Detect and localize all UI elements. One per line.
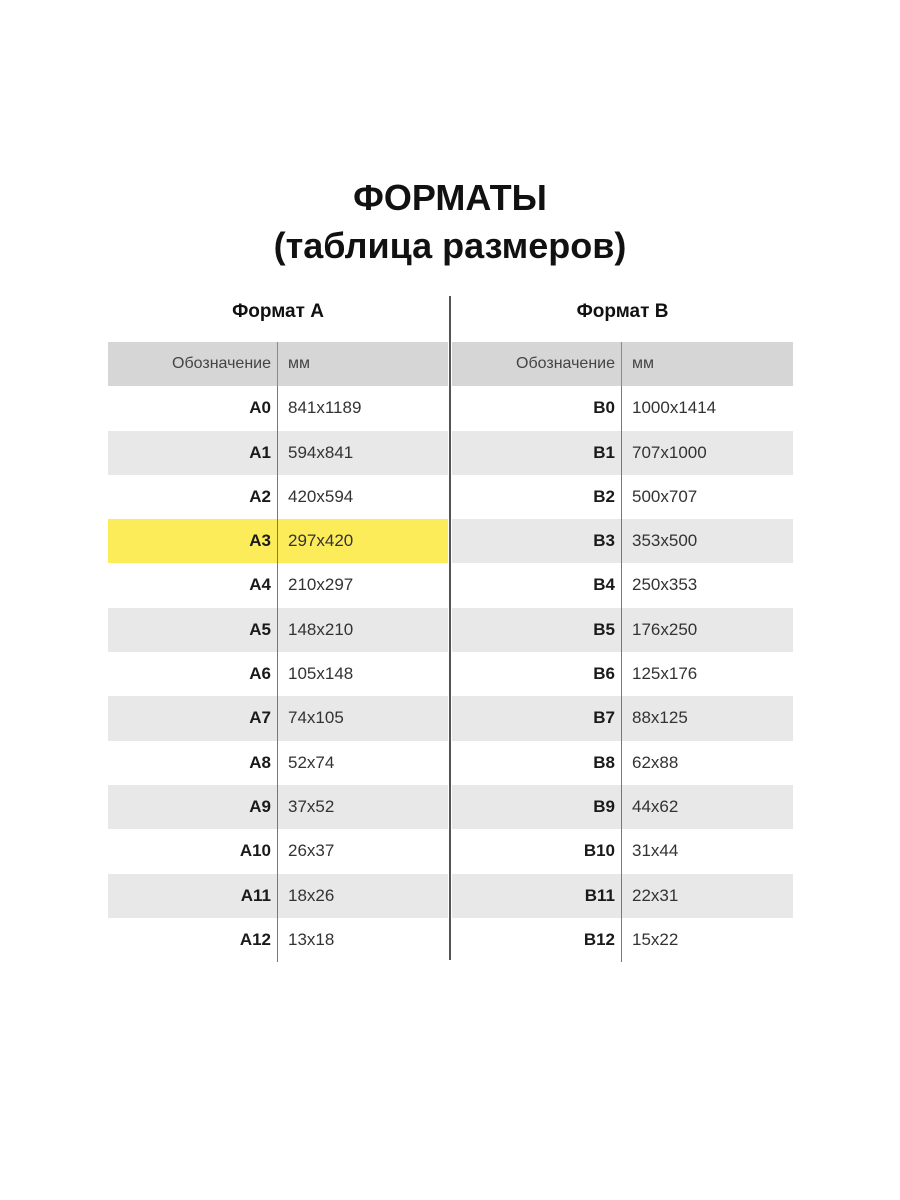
format-code: A8 xyxy=(108,741,278,785)
table-row xyxy=(452,874,793,918)
format-code: B6 xyxy=(452,652,622,696)
format-code: A2 xyxy=(108,475,278,519)
table-row xyxy=(108,386,448,430)
format-size: 37x52 xyxy=(288,796,335,816)
format-code: A10 xyxy=(108,829,278,873)
format-code: B4 xyxy=(452,563,622,607)
format-size: 148x210 xyxy=(288,619,354,639)
format-size: 353x500 xyxy=(632,531,698,551)
format-size: 13x18 xyxy=(288,929,335,949)
table-row xyxy=(452,386,793,430)
format-size: 125x176 xyxy=(632,664,698,684)
format-size: 74x105 xyxy=(288,708,344,728)
format-size: 62x88 xyxy=(632,752,679,772)
format-code: A11 xyxy=(108,874,278,918)
format-code: B8 xyxy=(452,741,622,785)
table-row xyxy=(452,652,793,696)
header-size-label: мм xyxy=(632,355,654,372)
format-code: B5 xyxy=(452,608,622,652)
format-size: 26x37 xyxy=(288,841,335,861)
format-size: 105x148 xyxy=(288,664,354,684)
format-size: 44x62 xyxy=(632,796,679,816)
table-row xyxy=(108,475,448,519)
format-b-rows xyxy=(452,342,793,962)
table-row xyxy=(108,829,448,873)
format-code: A5 xyxy=(108,608,278,652)
format-code: A4 xyxy=(108,563,278,607)
format-code: B11 xyxy=(452,874,622,918)
format-code: A1 xyxy=(108,431,278,475)
format-size: 297x420 xyxy=(288,531,354,551)
format-size: 841x1189 xyxy=(288,398,362,418)
format-size: 52x74 xyxy=(288,752,335,772)
format-a-title: Формат А xyxy=(232,301,324,322)
header-code-label: Обозначение xyxy=(108,342,278,386)
table-row xyxy=(108,563,448,607)
format-code: B7 xyxy=(452,696,622,740)
page-subtitle: (таблица размеров) xyxy=(273,225,627,266)
header-code-label: Обозначение xyxy=(452,342,622,386)
table-row xyxy=(108,741,448,785)
table-row xyxy=(452,475,793,519)
format-size: 420x594 xyxy=(288,486,354,506)
format-code: B2 xyxy=(452,475,622,519)
table-header-row xyxy=(452,342,793,386)
format-code: A0 xyxy=(108,386,278,430)
format-code: A12 xyxy=(108,918,278,962)
format-size: 88x125 xyxy=(632,708,688,728)
header-size-label: мм xyxy=(288,355,310,372)
format-b-title: Формат В xyxy=(576,301,669,322)
format-b-table xyxy=(452,296,793,962)
format-size: 594x841 xyxy=(288,442,354,462)
table-row xyxy=(452,696,793,740)
page-title: ФОРМАТЫ xyxy=(353,177,547,218)
format-a-table xyxy=(108,296,448,962)
table-row xyxy=(452,785,793,829)
format-code: B10 xyxy=(452,829,622,873)
table-row xyxy=(108,874,448,918)
table-row xyxy=(108,431,448,475)
table-row xyxy=(108,918,448,962)
format-size: 22x31 xyxy=(632,885,679,905)
table-row xyxy=(452,741,793,785)
format-code: A3 xyxy=(108,519,278,563)
table-row xyxy=(108,652,448,696)
table-row xyxy=(452,608,793,652)
format-code: B1 xyxy=(452,431,622,475)
format-code: B3 xyxy=(452,519,622,563)
table-row xyxy=(108,519,448,563)
table-row xyxy=(108,785,448,829)
table-row xyxy=(452,918,793,962)
format-size: 500x707 xyxy=(632,486,698,506)
format-code: A6 xyxy=(108,652,278,696)
format-size: 18x26 xyxy=(288,885,335,905)
table-row xyxy=(108,608,448,652)
table-divider xyxy=(449,296,451,960)
format-size: 31x44 xyxy=(632,841,679,861)
format-size: 707x1000 xyxy=(632,442,707,462)
format-code: B0 xyxy=(452,386,622,430)
format-size: 250x353 xyxy=(632,575,698,595)
format-code: B12 xyxy=(452,918,622,962)
format-size: 210x297 xyxy=(288,575,354,595)
format-code: A9 xyxy=(108,785,278,829)
table-row xyxy=(108,696,448,740)
table-row xyxy=(452,563,793,607)
format-code: A7 xyxy=(108,696,278,740)
table-row xyxy=(452,431,793,475)
format-size: 1000x1414 xyxy=(632,398,717,418)
format-a-rows xyxy=(108,342,448,962)
table-row xyxy=(452,519,793,563)
format-size: 15x22 xyxy=(632,929,679,949)
format-code: B9 xyxy=(452,785,622,829)
table-header-row xyxy=(108,342,448,386)
format-size: 176x250 xyxy=(632,619,698,639)
table-row xyxy=(452,829,793,873)
